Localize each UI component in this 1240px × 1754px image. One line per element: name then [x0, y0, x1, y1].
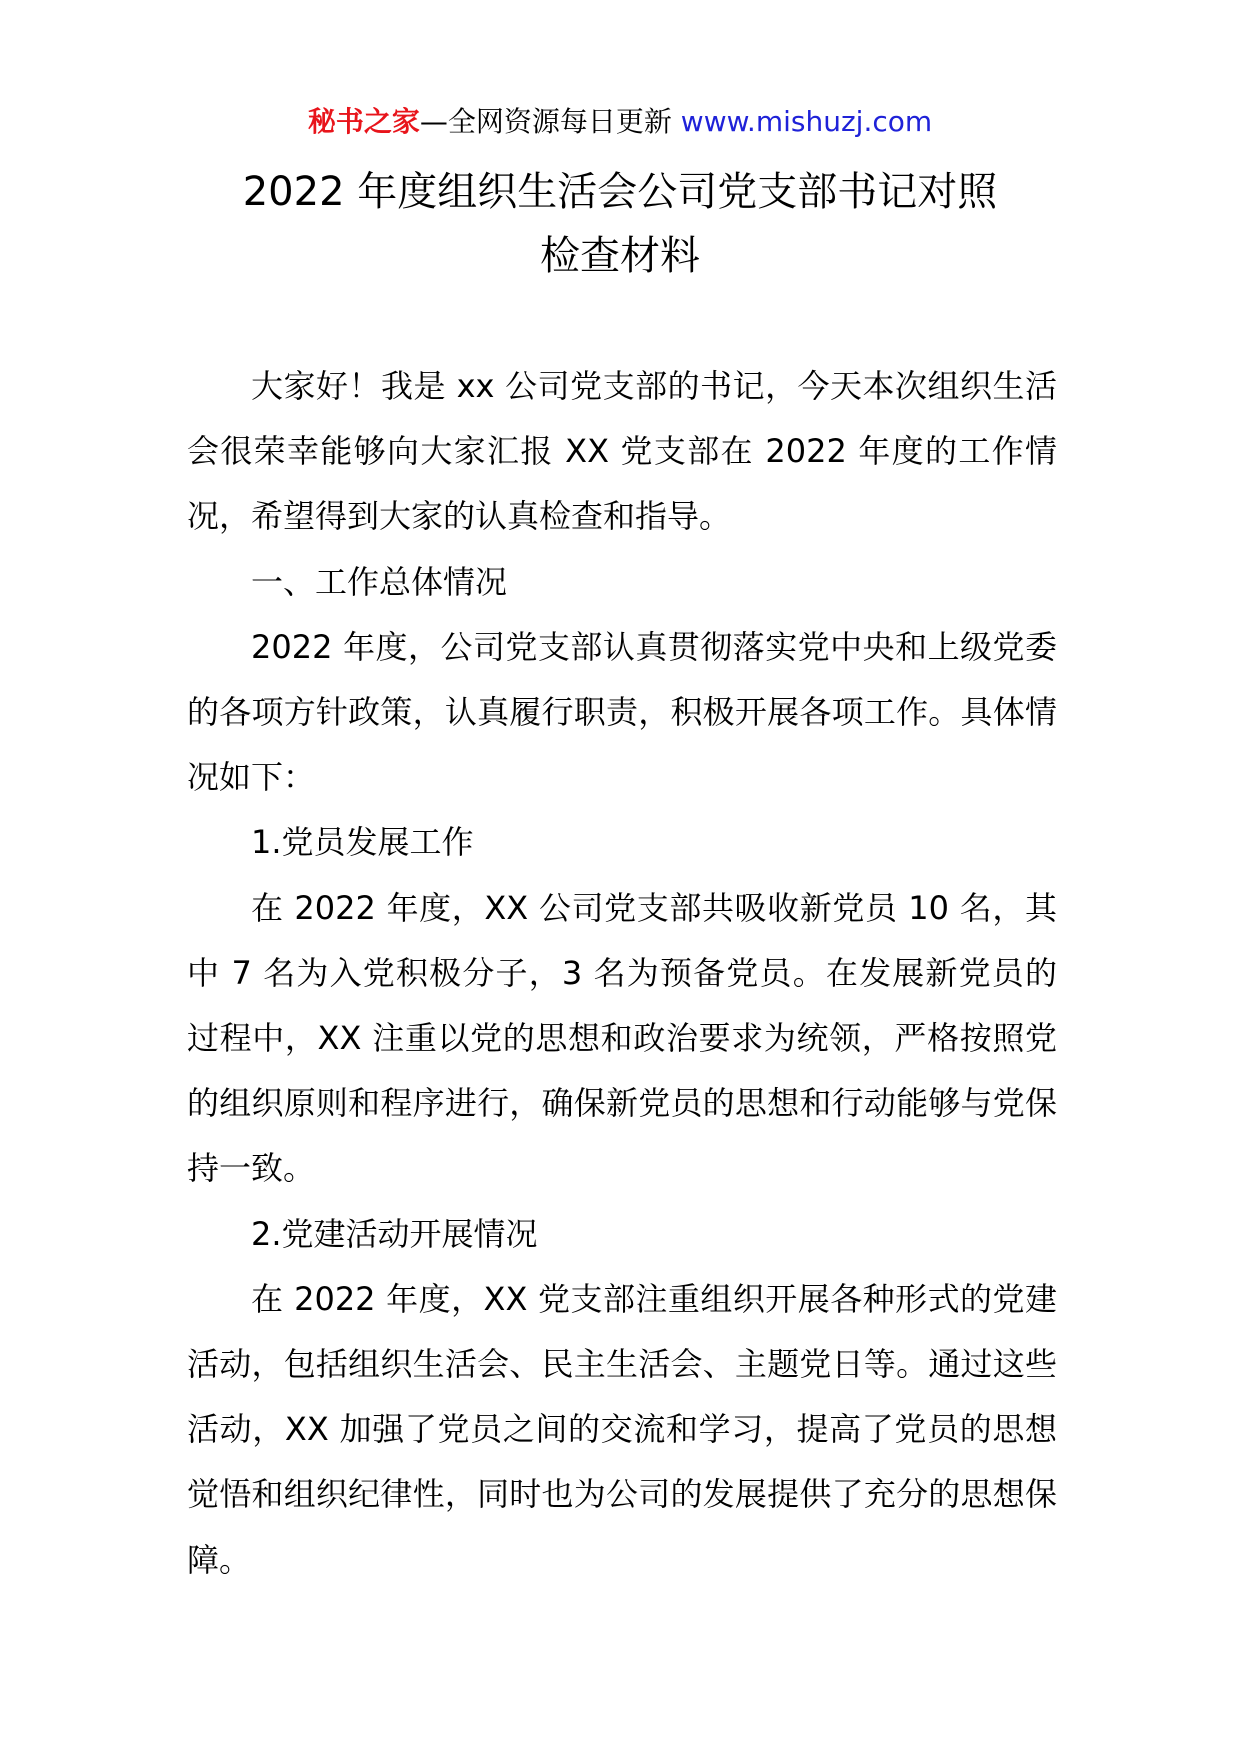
- header-slogan: —全网资源每日更新: [419, 105, 672, 138]
- document-title: [150, 160, 1090, 288]
- subheading-party-activities: 2.党建活动开展情况: [251, 1214, 538, 1253]
- paragraph-overall: 2022 年度，公司党支部认真贯彻落实党中央和上级党委的各项方针政策，认真履行职责，积极开展各项工作。具体情况如下：: [187, 627, 1057, 797]
- site-header: [0, 102, 1240, 142]
- paragraph-member-development: 在 2022 年度，XX 公司党支部共吸收新党员 10 名，其中 7 名为入党积极分子，3 名为预备党员。在发展新党员的过程中，XX 注重以党的思想和政治要求为统领，严格按照党的组织原则和程序进行，确保新党员的思想和行动能够与党保持一致。: [187, 888, 1057, 1188]
- brand-name: 秘书之家: [307, 105, 420, 138]
- document-title-line-2: 检查材料: [540, 233, 700, 279]
- section-heading-overall: 一、工作总体情况: [251, 562, 508, 601]
- paragraph-party-activities: 在 2022 年度，XX 党支部注重组织开展各种形式的党建活动，包括组织生活会、民主生活会、主题党日等。通过这些活动，XX 加强了党员之间的交流和学习，提高了党员的思想觉悟和组织纪律性，同时也为公司的发展提供了充分的思想保障。: [187, 1279, 1057, 1579]
- paragraph-intro: 大家好！我是 xx 公司党支部的书记，今天本次组织生活会很荣幸能够向大家汇报 XX 党支部在 2022 年度的工作情况，希望得到大家的认真检查和指导。: [187, 367, 1057, 536]
- subheading-member-development: 1.党员发展工作: [251, 823, 474, 862]
- document-body: [187, 354, 1057, 1593]
- document-title-line-1: 2022 年度组织生活会公司党支部书记对照: [242, 169, 998, 215]
- website-link[interactable]: www.mishuzj.com: [680, 105, 933, 138]
